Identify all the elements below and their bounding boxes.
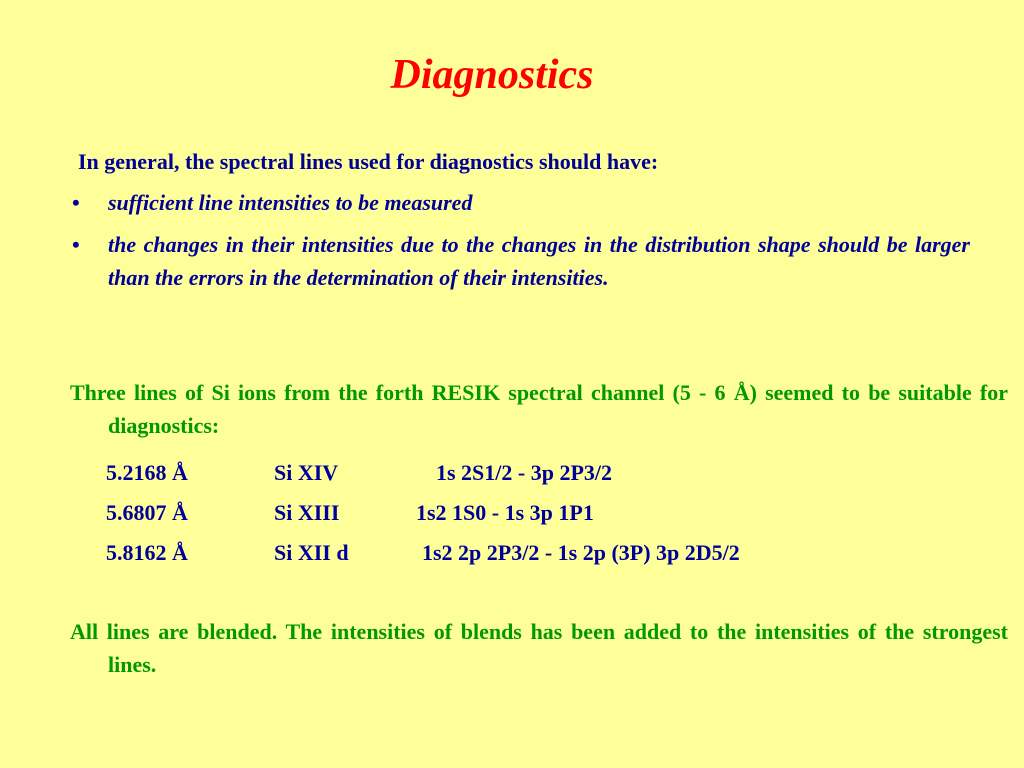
line-ion: Si XIV xyxy=(274,460,339,485)
intro-text: In general, the spectral lines used for diagnostics should have: xyxy=(78,149,659,174)
line-wavelength: 5.2168 Å xyxy=(106,460,188,485)
slide-title: Diagnostics xyxy=(390,52,594,98)
criteria-text: the changes in their intensities due to the changes in the distribution shape should be larger than the errors in the determination of their intensities. xyxy=(108,232,970,290)
line-wavelength: 5.6807 Å xyxy=(106,500,188,525)
line-transition: 1s 2S1/2 - 3p 2P3/2 xyxy=(436,460,613,485)
blend-paragraph: All lines are blended. The intensities of blends has been added to the intensities of the strongest lines. xyxy=(70,619,1008,677)
line-wavelength: 5.8162 Å xyxy=(106,540,188,565)
criteria-list xyxy=(70,186,970,303)
criteria-item xyxy=(70,228,970,294)
line-transition: 1s2 2p 2P3/2 - 1s 2p (3P) 3p 2D5/2 xyxy=(422,540,740,565)
criteria-text: sufficient line intensities to be measured xyxy=(108,190,473,215)
bullet-icon: • xyxy=(72,190,80,215)
resik-paragraph: Three lines of Si ions from the forth RESIK spectral channel (5 - 6 Å) seemed to be suitable for diagnostics: xyxy=(70,380,1008,438)
criteria-item xyxy=(70,186,970,219)
bullet-icon: • xyxy=(72,232,80,257)
line-transition: 1s2 1S0 - 1s 3p 1P1 xyxy=(416,500,594,525)
line-ion: Si XIII xyxy=(274,500,340,525)
line-ion: Si XII d xyxy=(274,540,349,565)
